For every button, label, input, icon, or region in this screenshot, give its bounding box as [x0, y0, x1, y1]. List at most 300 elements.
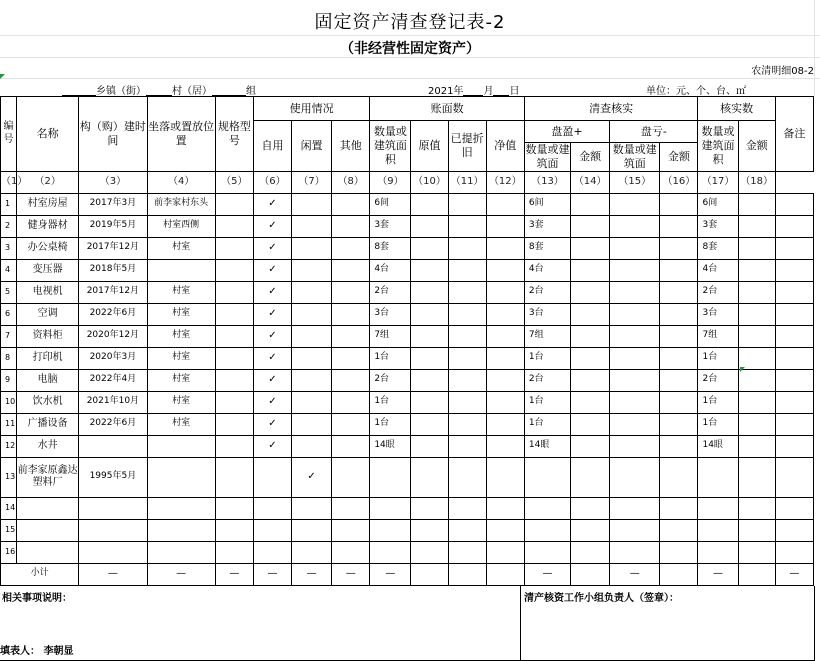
build-time: 2017年12月 — [79, 281, 147, 303]
build-time: 2017年12月 — [79, 237, 147, 259]
asset-name: 空调 — [17, 303, 79, 325]
row-number: 7 — [1, 325, 17, 347]
col-number: （8） — [332, 171, 370, 193]
surplus-amount — [571, 391, 610, 413]
build-time: 2019年5月 — [79, 215, 147, 237]
spec — [215, 325, 253, 347]
asset-table — [0, 96, 814, 586]
net-value — [486, 435, 524, 457]
original-value — [411, 281, 448, 303]
book-qty: 2台 — [370, 281, 411, 303]
subtotal-row — [1, 563, 814, 585]
surplus-qty: 2台 — [524, 281, 570, 303]
idle-check — [292, 303, 332, 325]
self-use-check: ✓ — [253, 413, 291, 435]
col-number: （3） — [79, 171, 147, 193]
actual-amount — [738, 391, 775, 413]
col-number: （7） — [292, 171, 332, 193]
deficit-amount — [660, 413, 698, 435]
spec — [215, 519, 253, 541]
idle-check — [292, 347, 332, 369]
deficit-qty — [610, 281, 660, 303]
remark — [775, 347, 813, 369]
col-location-header: 坐落或置放位置 — [147, 97, 215, 172]
table-row — [1, 541, 814, 563]
deficit-qty — [610, 259, 660, 281]
row-number: 5 — [1, 281, 17, 303]
table-row — [1, 325, 814, 347]
row-number: 8 — [1, 347, 17, 369]
other — [332, 369, 370, 391]
col-other-header: 其他 — [332, 121, 370, 172]
other — [332, 215, 370, 237]
row-number: 16 — [1, 541, 17, 563]
col-number: （2） — [17, 171, 79, 193]
deficit-qty — [610, 215, 660, 237]
deficit-amount — [660, 215, 698, 237]
col-name-header: 名称 — [17, 97, 79, 172]
idle-check — [292, 519, 332, 541]
column-number-row — [1, 171, 814, 193]
surplus-amount — [571, 369, 610, 391]
surplus-amount — [571, 281, 610, 303]
col-deficit-header: 盘亏- — [610, 121, 698, 143]
depreciation — [448, 281, 486, 303]
deficit-qty — [610, 237, 660, 259]
other — [332, 259, 370, 281]
depreciation — [448, 193, 486, 215]
subtotal-cell — [660, 563, 698, 585]
actual-qty: 8套 — [698, 237, 738, 259]
self-use-check: ✓ — [253, 369, 291, 391]
actual-amount — [738, 215, 775, 237]
original-value — [411, 237, 448, 259]
asset-name: 水井 — [17, 435, 79, 457]
self-use-check: ✓ — [253, 281, 291, 303]
surplus-qty: 8套 — [524, 237, 570, 259]
surplus-qty: 1台 — [524, 413, 570, 435]
depreciation — [448, 435, 486, 457]
book-qty: 2台 — [370, 369, 411, 391]
col-actual-qty-header: 数量或建筑面积 — [698, 121, 738, 172]
build-time: 2017年3月 — [79, 193, 147, 215]
deficit-amount — [660, 435, 698, 457]
net-value — [486, 259, 524, 281]
deficit-qty — [610, 303, 660, 325]
deficit-amount — [660, 303, 698, 325]
unit-label: 单位：元、个、台、㎡ — [646, 86, 746, 97]
row-number: 9 — [1, 369, 17, 391]
row-number: 4 — [1, 259, 17, 281]
surplus-amount — [571, 215, 610, 237]
table-row — [1, 497, 814, 519]
form-number: 农清明细08-2 — [751, 66, 814, 77]
asset-name: 变压器 — [17, 259, 79, 281]
actual-qty: 14眼 — [698, 435, 738, 457]
col-book-qty-header: 数量或建筑面积 — [370, 121, 411, 172]
surplus-amount — [571, 497, 610, 519]
asset-name: 广播设备 — [17, 413, 79, 435]
surplus-amount — [571, 259, 610, 281]
col-number: （17） — [698, 171, 738, 193]
remark — [775, 193, 813, 215]
row-number: 10 — [1, 391, 17, 413]
build-time: 2021年10月 — [79, 391, 147, 413]
self-use-check — [253, 541, 291, 563]
asset-name: 村室房屋 — [17, 193, 79, 215]
asset-name: 打印机 — [17, 347, 79, 369]
spec — [215, 303, 253, 325]
subtotal-dash: — — [215, 563, 253, 585]
net-value — [486, 369, 524, 391]
col-number: （1） — [1, 171, 17, 193]
location: 村室 — [147, 237, 215, 259]
actual-amount — [738, 193, 775, 215]
spec — [215, 347, 253, 369]
col-number: （9） — [370, 171, 411, 193]
spec — [215, 215, 253, 237]
book-qty: 4台 — [370, 259, 411, 281]
asset-name: 资料柜 — [17, 325, 79, 347]
spec — [215, 541, 253, 563]
table-header — [1, 97, 814, 194]
day-label: 日 — [509, 86, 520, 97]
col-surplus-amt-header: 金额 — [571, 143, 610, 172]
idle-check — [292, 413, 332, 435]
self-use-check — [253, 457, 291, 497]
actual-amount — [738, 541, 775, 563]
comment-marker — [740, 367, 745, 372]
row-number: 13 — [1, 457, 17, 497]
original-value — [411, 541, 448, 563]
net-value — [486, 541, 524, 563]
subtotal-cell — [738, 563, 775, 585]
col-usage-header: 使用情况 — [253, 97, 369, 121]
actual-amount — [738, 457, 775, 497]
original-value — [411, 259, 448, 281]
idle-check: ✓ — [292, 457, 332, 497]
book-qty: 3套 — [370, 215, 411, 237]
location — [147, 497, 215, 519]
self-use-check — [253, 519, 291, 541]
other — [332, 281, 370, 303]
other — [332, 347, 370, 369]
idle-check — [292, 497, 332, 519]
other — [332, 497, 370, 519]
table-row — [1, 215, 814, 237]
build-time: 2020年12月 — [79, 325, 147, 347]
book-qty — [370, 541, 411, 563]
subtotal-dash: — — [332, 563, 370, 585]
subtotal-dash: — — [524, 563, 570, 585]
surplus-amount — [571, 435, 610, 457]
actual-amount — [738, 497, 775, 519]
deficit-amount — [660, 391, 698, 413]
book-qty: 6间 — [370, 193, 411, 215]
location — [147, 435, 215, 457]
actual-amount — [738, 413, 775, 435]
col-actual-amt-header: 金额 — [738, 121, 775, 172]
actual-amount — [738, 237, 775, 259]
book-qty: 8套 — [370, 237, 411, 259]
row-number: 6 — [1, 303, 17, 325]
other — [332, 457, 370, 497]
spec — [215, 237, 253, 259]
book-qty: 1台 — [370, 347, 411, 369]
actual-qty: 3套 — [698, 215, 738, 237]
spec — [215, 369, 253, 391]
surplus-qty — [524, 519, 570, 541]
net-value — [486, 303, 524, 325]
actual-qty: 1台 — [698, 391, 738, 413]
asset-name: 饮水机 — [17, 391, 79, 413]
self-use-check: ✓ — [253, 391, 291, 413]
subtotal-dash: — — [775, 563, 813, 585]
col-spec-header: 规格型号 — [215, 97, 253, 172]
table-subtotal — [1, 563, 814, 585]
spec — [215, 391, 253, 413]
surplus-amount — [571, 347, 610, 369]
table-row — [1, 193, 814, 215]
actual-qty — [698, 519, 738, 541]
deficit-qty — [610, 193, 660, 215]
depreciation — [448, 303, 486, 325]
spec — [215, 497, 253, 519]
other — [332, 193, 370, 215]
location: 村室 — [147, 391, 215, 413]
location: 村室 — [147, 369, 215, 391]
original-value — [411, 193, 448, 215]
book-qty — [370, 497, 411, 519]
self-use-check: ✓ — [253, 435, 291, 457]
subtotal-dash: — — [610, 563, 660, 585]
original-value — [411, 347, 448, 369]
deficit-amount — [660, 369, 698, 391]
col-idle-header: 闲置 — [292, 121, 332, 172]
surplus-amount — [571, 303, 610, 325]
table-row — [1, 391, 814, 413]
col-number: （18） — [738, 171, 775, 193]
build-time: 2022年4月 — [79, 369, 147, 391]
depreciation — [448, 541, 486, 563]
build-time — [79, 497, 147, 519]
col-deficit-qty-header: 数量或建筑面 — [610, 143, 660, 172]
location — [147, 457, 215, 497]
remark — [775, 497, 813, 519]
deficit-qty — [610, 369, 660, 391]
actual-qty — [698, 541, 738, 563]
other — [332, 435, 370, 457]
book-qty — [370, 519, 411, 541]
other — [332, 237, 370, 259]
surplus-qty: 7组 — [524, 325, 570, 347]
depreciation — [448, 325, 486, 347]
subtotal-dash: — — [292, 563, 332, 585]
village-label: 村（居） — [172, 86, 212, 97]
deficit-qty — [610, 457, 660, 497]
col-original-header: 原值 — [411, 121, 448, 172]
actual-qty: 7组 — [698, 325, 738, 347]
remark — [775, 391, 813, 413]
location: 村室 — [147, 347, 215, 369]
depreciation — [448, 347, 486, 369]
col-deficit-amt-header: 金额 — [660, 143, 698, 172]
remark — [775, 541, 813, 563]
surplus-qty: 1台 — [524, 347, 570, 369]
month-label: 月 — [483, 86, 494, 97]
actual-amount — [738, 303, 775, 325]
remark — [775, 259, 813, 281]
build-time — [79, 435, 147, 457]
surplus-qty: 3套 — [524, 215, 570, 237]
col-number: （15） — [610, 171, 660, 193]
surplus-amount — [571, 413, 610, 435]
deficit-amount — [660, 325, 698, 347]
spec — [215, 413, 253, 435]
original-value — [411, 457, 448, 497]
table-row — [1, 519, 814, 541]
asset-name — [17, 497, 79, 519]
table-row — [1, 237, 814, 259]
page-title: 固定资产清查登记表-2 — [314, 12, 506, 33]
depreciation — [448, 391, 486, 413]
depreciation — [448, 519, 486, 541]
remark — [775, 435, 813, 457]
col-number: （5） — [215, 171, 253, 193]
build-time: 2018年5月 — [79, 259, 147, 281]
idle-check — [292, 435, 332, 457]
book-qty: 1台 — [370, 413, 411, 435]
table-body — [1, 193, 814, 563]
net-value — [486, 325, 524, 347]
depreciation — [448, 237, 486, 259]
original-value — [411, 413, 448, 435]
col-verify-header: 清查核实 — [524, 97, 698, 121]
col-self-use-header: 自用 — [253, 121, 291, 172]
notes-label: 相关事项说明： — [2, 593, 72, 604]
build-time: 2020年3月 — [79, 347, 147, 369]
other — [332, 325, 370, 347]
idle-check — [292, 259, 332, 281]
table-row — [1, 303, 814, 325]
location — [147, 519, 215, 541]
remark — [775, 369, 813, 391]
net-value — [486, 413, 524, 435]
build-time: 1995年5月 — [79, 457, 147, 497]
date-line — [428, 82, 519, 97]
group-label: 组 — [246, 86, 256, 97]
depreciation — [448, 215, 486, 237]
leader-box — [520, 586, 815, 661]
surplus-qty: 14眼 — [524, 435, 570, 457]
net-value — [486, 193, 524, 215]
idle-check — [292, 281, 332, 303]
actual-qty: 2台 — [698, 369, 738, 391]
original-value — [411, 325, 448, 347]
subtotal-dash: — — [698, 563, 738, 585]
net-value — [486, 281, 524, 303]
location: 村室西侧 — [147, 215, 215, 237]
col-book-header: 账面数 — [370, 97, 525, 121]
actual-amount — [738, 325, 775, 347]
other — [332, 303, 370, 325]
asset-name: 前李家原鑫达塑料厂 — [17, 457, 79, 497]
surplus-amount — [571, 237, 610, 259]
surplus-qty — [524, 457, 570, 497]
actual-qty: 3台 — [698, 303, 738, 325]
depreciation — [448, 413, 486, 435]
location: 村室 — [147, 303, 215, 325]
subtotal-cell — [411, 563, 448, 585]
net-value — [486, 391, 524, 413]
original-value — [411, 497, 448, 519]
idle-check — [292, 193, 332, 215]
deficit-amount — [660, 193, 698, 215]
location: 前李家村东头 — [147, 193, 215, 215]
actual-qty — [698, 457, 738, 497]
surplus-qty: 3台 — [524, 303, 570, 325]
col-no-header: 编号 — [1, 97, 17, 172]
original-value — [411, 215, 448, 237]
remark — [775, 457, 813, 497]
other — [332, 413, 370, 435]
col-surplus-qty-header: 数量或建筑面 — [525, 143, 570, 170]
subtotal-dash: — — [253, 563, 291, 585]
actual-qty — [698, 497, 738, 519]
actual-amount — [738, 259, 775, 281]
row-number: 12 — [1, 435, 17, 457]
book-qty: 1台 — [370, 391, 411, 413]
col-depreciation-header: 已提折旧 — [448, 121, 486, 172]
remark — [775, 303, 813, 325]
surplus-qty — [524, 497, 570, 519]
filler-label: 填表人： 李朝显 — [0, 646, 74, 657]
net-value — [486, 215, 524, 237]
location — [147, 541, 215, 563]
spec — [215, 457, 253, 497]
actual-qty: 6间 — [698, 193, 738, 215]
gridline — [0, 35, 820, 36]
build-time — [79, 519, 147, 541]
table-row — [1, 369, 814, 391]
spec — [215, 281, 253, 303]
col-number: （12） — [486, 171, 524, 193]
col-number: （13） — [524, 171, 570, 193]
surplus-qty — [524, 541, 570, 563]
row-number: 2 — [1, 215, 17, 237]
deficit-qty — [610, 435, 660, 457]
surplus-amount — [571, 519, 610, 541]
actual-amount — [738, 347, 775, 369]
deficit-qty — [610, 541, 660, 563]
subtotal-dash: — — [370, 563, 411, 585]
deficit-qty — [610, 347, 660, 369]
leader-sign-label: 清产核资工作小组负责人（签章）： — [524, 593, 679, 604]
deficit-amount — [660, 457, 698, 497]
actual-qty: 4台 — [698, 259, 738, 281]
actual-qty: 2台 — [698, 281, 738, 303]
build-time — [79, 541, 147, 563]
col-number: （4） — [147, 171, 215, 193]
page-subtitle: （非经营性固定资产） — [340, 41, 480, 57]
deficit-amount — [660, 281, 698, 303]
subtotal-cell — [486, 563, 524, 585]
deficit-amount — [660, 497, 698, 519]
surplus-amount — [571, 541, 610, 563]
self-use-check: ✓ — [253, 325, 291, 347]
self-use-check: ✓ — [253, 259, 291, 281]
original-value — [411, 391, 448, 413]
